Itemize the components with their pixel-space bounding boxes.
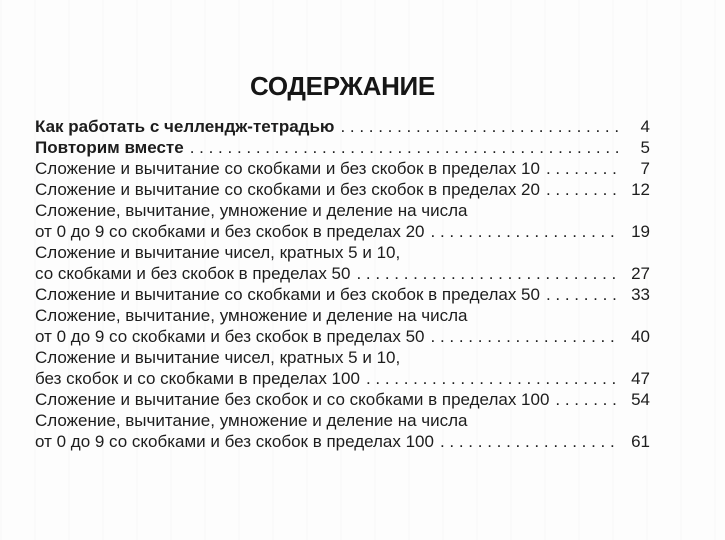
toc-entry-row: [35, 389, 650, 410]
toc-entry: [35, 410, 650, 452]
toc-entry-text: со скобками и без скобок в пределах 50: [35, 264, 351, 283]
toc-entry: [35, 347, 650, 389]
toc-entry: [35, 305, 650, 347]
page-number: 12: [631, 180, 650, 199]
toc-entry-row: [35, 263, 650, 284]
dot-leader: [549, 389, 620, 410]
page-number: 27: [631, 264, 650, 283]
toc-entry-row: [35, 179, 650, 200]
toc-entry-line: Сложение, вычитание, умножение и деление на числа: [35, 201, 468, 220]
dot-leader: [425, 221, 620, 242]
page-number: 5: [640, 138, 650, 157]
toc-entry-text: от 0 до 9 со скобками и без скобок в пределах 100: [35, 432, 434, 451]
dot-leader: [540, 179, 620, 200]
page-number: 40: [631, 327, 650, 346]
toc-entry: [35, 200, 650, 242]
toc-entry: [35, 137, 650, 158]
toc-entry-row: [35, 326, 650, 347]
toc-entry-text: Сложение и вычитание со скобками и без скобок в пределах 10: [35, 159, 540, 178]
toc-entry-line: Сложение, вычитание, умножение и деление на числа: [35, 411, 468, 430]
toc-entry-line: Сложение, вычитание, умножение и деление на числа: [35, 306, 468, 325]
toc-entry-row: [35, 137, 650, 158]
toc-entry: [35, 284, 650, 305]
toc-entry-text: без скобок и со скобками в пределах 100: [35, 369, 360, 388]
dot-leader: [350, 263, 620, 284]
page-number: 61: [631, 432, 650, 451]
page-number: 47: [631, 369, 650, 388]
page-number: 19: [631, 222, 650, 241]
toc-entry-row: [35, 221, 650, 242]
toc-entry-row: [35, 431, 650, 452]
dot-leader: [360, 368, 620, 389]
page-number: 33: [631, 285, 650, 304]
page-number: 7: [640, 159, 650, 178]
toc-entry: [35, 116, 650, 137]
dot-leader: [334, 116, 620, 137]
toc-entry-row: [35, 116, 650, 137]
toc-entry-line: Сложение и вычитание чисел, кратных 5 и 10,: [35, 243, 401, 262]
toc-entry-text: Повторим вместе: [35, 138, 184, 157]
toc-entry: [35, 179, 650, 200]
toc-entry-text: от 0 до 9 со скобками и без скобок в пределах 50: [35, 327, 425, 346]
toc-entry: [35, 158, 650, 179]
toc-entry-row: [35, 284, 650, 305]
toc-entry-text: Сложение и вычитание без скобок и со скобками в пределах 100: [35, 390, 550, 409]
toc-entry-text: от 0 до 9 со скобками и без скобок в пределах 20: [35, 222, 425, 241]
toc-entry-text: Сложение и вычитание со скобками и без скобок в пределах 20: [35, 180, 540, 199]
dot-leader: [434, 431, 620, 452]
toc-entry: [35, 242, 650, 284]
toc-entry-row: [35, 158, 650, 179]
toc-entry-line: Сложение и вычитание чисел, кратных 5 и 10,: [35, 348, 401, 367]
page-number: 4: [640, 117, 650, 136]
page-number: 54: [631, 390, 650, 409]
toc-list: [35, 116, 650, 452]
toc-entry-text: Как работать с челлендж-тетрадью: [35, 117, 335, 136]
toc-entry: [35, 389, 650, 410]
toc-entry-text: Сложение и вычитание со скобками и без скобок в пределах 50: [35, 285, 540, 304]
dot-leader: [540, 284, 620, 305]
dot-leader: [425, 326, 620, 347]
page-title: СОДЕРЖАНИЕ: [250, 71, 435, 101]
dot-leader: [540, 158, 620, 179]
toc-entry-row: [35, 368, 650, 389]
dot-leader: [184, 137, 620, 158]
